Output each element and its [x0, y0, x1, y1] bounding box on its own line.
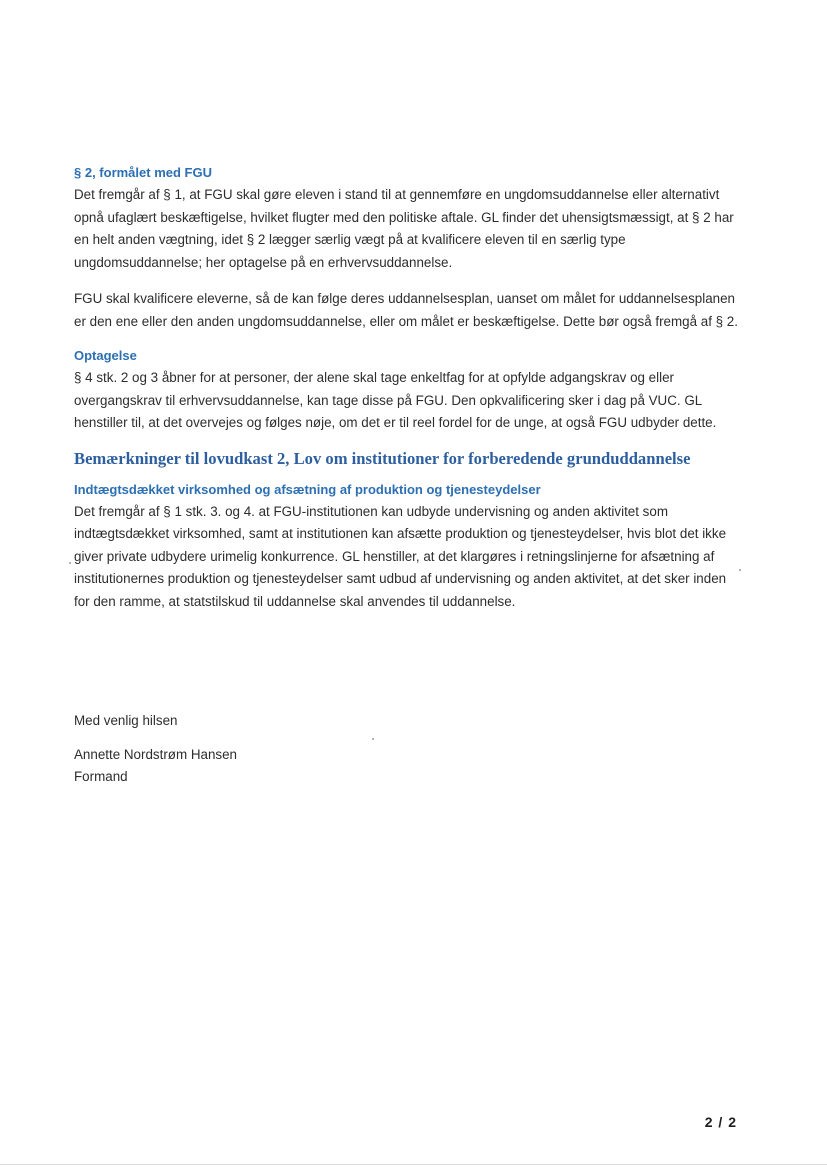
paragraph: § 4 stk. 2 og 3 åbner for at personer, der alene skal tage enkeltfag for at opfylde adgangskrav og eller overgangskrav til erhvervsuddannelse, kan tage disse på FGU. Den opkvalificering sker i dag på VUC. GL henstiller til, at det overvejes og følges nøje, om det er til reel fordel for de unge, at også FGU udbyder dette. — [74, 370, 717, 430]
paragraph: Det fremgår af § 1 stk. 3. og 4. at FGU-institutionen kan udbyde undervisning og anden aktivitet som indtægtsdækket virksomhed, samt at institutionen kan afsætte produktion og tjenesteydelser, hvis blot det ikke giver private udbydere urimelig konkurrence. GL henstiller, at det klargøres i retningslinjerne for afsætning af institutionernes produktion og tjenesteydelser samt udbud af undervisning og anden aktivitet, at det sker inden for den ramme, at statstilskud til uddannelse skal anvendes til uddannelse. — [74, 503, 727, 609]
scan-speck — [739, 569, 741, 571]
signatory-name: Annette Nordstrøm Hansen — [74, 747, 237, 762]
paragraph: Det fremgår af § 1, at FGU skal gøre eleven i stand til at gennemføre en ungdomsuddannelse eller alternativt opnå ufaglært beskæftigelse, hvilket flugter med den politiske aftale. GL finder det uhensigtsmæssigt, at § 2 har en helt anden vægtning, idet § 2 lægger særlig vægt på at kvalificere eleven til en særlig type ungdomsuddannelse; her optagelse på en erhvervsuddannelse. — [74, 187, 734, 270]
paragraph: FGU skal kvalificere eleverne, så de kan følge deres uddannelsesplan, uanset om målet for uddannelsesplanen er den ene eller den anden ungdomsuddannelse, eller om målet er beskæftigelse. Dette bør også fremgå af § 2. — [74, 291, 738, 329]
document-body — [74, 162, 740, 613]
section-heading-optagelse: Optagelse — [74, 348, 137, 363]
page-number: 2 / 2 — [704, 1114, 737, 1130]
section-heading-indtaegtsdaekket: Indtægtsdækket virksomhed og afsætning af produktion og tjenesteydelser — [74, 481, 541, 497]
closing-greeting: Med venlig hilsen — [74, 713, 178, 728]
main-heading-bemaerkninger: Bemærkninger til lovudkast 2, Lov om institutioner for forberedende grunduddannelse — [74, 448, 691, 468]
closing-block — [74, 710, 474, 788]
scan-speck — [69, 562, 71, 564]
scan-speck — [372, 738, 374, 740]
signatory-title: Formand — [74, 769, 128, 784]
section-heading-formaal: § 2, formålet med FGU — [74, 165, 212, 180]
scan-edge-line — [0, 1164, 827, 1165]
